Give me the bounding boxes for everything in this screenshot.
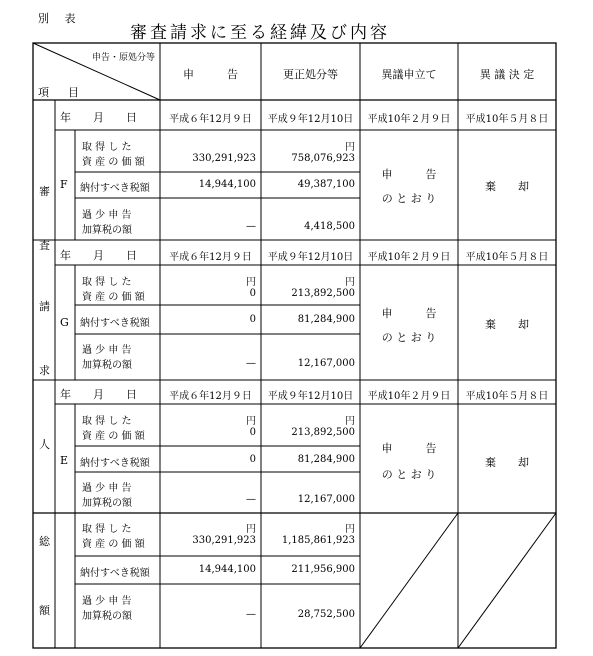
value-cell: 12,167,000 [297, 358, 355, 369]
total-diagonal-1 [360, 513, 458, 648]
value-cell: 758,076,923 [291, 153, 355, 164]
header-item-ko: 項 [38, 86, 49, 99]
value-cell: 4,418,500 [304, 221, 355, 232]
date-cell: 平成10年２月９日 [367, 252, 451, 263]
value-cell: 0 [249, 427, 256, 438]
objection-text: の と お り [381, 331, 437, 344]
label-kyu: 求 [39, 364, 50, 377]
header-kosei: 更正処分等 [283, 68, 338, 81]
taxpayer-letter: E [60, 454, 69, 467]
tax-label: 納付すべき税額 [80, 318, 150, 329]
objection-text: の と お り [381, 192, 437, 205]
acq-label: 取 得 し た [82, 524, 132, 535]
date-cell: 平成10年５月８日 [465, 391, 549, 402]
value-cell: 330,291,923 [192, 535, 256, 546]
unit-yen: 円 [345, 142, 355, 153]
value-cell: 81,284,900 [297, 314, 355, 325]
date-cell: 平成10年２月９日 [367, 114, 451, 125]
tax-label: 納付すべき税額 [80, 568, 150, 579]
value-cell: — [246, 609, 256, 620]
date-cell: 平成９年12月10日 [267, 114, 354, 125]
value-cell: 14,944,100 [198, 179, 256, 190]
value-cell: 213,892,500 [291, 427, 355, 438]
total-diagonal-2 [458, 513, 556, 648]
penalty-label: 過 少 申 告 [82, 596, 132, 607]
objection-text: 申 告 [381, 442, 437, 455]
value-cell: 0 [249, 288, 256, 299]
unit-yen: 円 [246, 416, 256, 427]
penalty-label: 加算税の額 [82, 360, 132, 371]
penalty-label: 加算税の額 [82, 498, 132, 509]
acq-label: 取 得 し た [82, 277, 132, 288]
value-cell: 1,185,861,923 [281, 535, 355, 546]
objection-text: 申 告 [381, 168, 437, 181]
header-item-moku: 目 [68, 86, 79, 99]
taxpayer-letter: G [60, 316, 69, 329]
date-cell: 平成９年12月10日 [267, 391, 354, 402]
acq-label: 資 産 の 価 額 [82, 292, 145, 303]
date-cell: 平成10年２月９日 [367, 391, 451, 402]
label-nin: 人 [39, 438, 50, 451]
acq-label: 資 産 の 価 額 [82, 157, 145, 168]
decision-text: 棄 却 [485, 456, 529, 469]
value-cell: — [246, 494, 256, 505]
unit-yen: 円 [246, 524, 256, 535]
label-sei: 請 [39, 300, 50, 313]
value-cell: 0 [249, 314, 256, 325]
label-shin: 審 [39, 185, 50, 198]
acq-label: 取 得 し た [82, 142, 132, 153]
date-cell: 平成10年５月８日 [465, 252, 549, 263]
label-so: 総 [39, 535, 50, 548]
date-cell: 平成９年12月10日 [267, 252, 354, 263]
unit-yen: 円 [246, 277, 256, 288]
acq-label: 取 得 し た [82, 416, 132, 427]
penalty-label: 過 少 申 告 [82, 483, 132, 494]
value-cell: 330,291,923 [192, 153, 256, 164]
unit-yen: 円 [345, 277, 355, 288]
unit-yen: 円 [345, 524, 355, 535]
decision-text: 棄 却 [485, 180, 529, 193]
date-cell: 平成６年12月９日 [169, 252, 252, 263]
value-cell: — [246, 221, 256, 232]
date-cell: 平成10年５月８日 [465, 114, 549, 125]
penalty-label: 加算税の額 [82, 225, 132, 236]
decision-text: 棄 却 [485, 318, 529, 331]
value-cell: 49,387,100 [297, 179, 355, 190]
tax-label: 納付すべき税額 [80, 458, 150, 469]
value-cell: 0 [249, 454, 256, 465]
date-label: 年 月 日 [60, 388, 137, 401]
value-cell: 12,167,000 [297, 494, 355, 505]
header-igi-moshitate: 異議申立て [381, 68, 437, 81]
date-label: 年 月 日 [60, 249, 137, 262]
header-shinkoku: 申 告 [183, 68, 238, 81]
penalty-label: 過 少 申 告 [82, 210, 132, 221]
value-cell: — [246, 358, 256, 369]
date-cell: 平成６年12月９日 [169, 114, 252, 125]
date-cell: 平成６年12月９日 [169, 391, 252, 402]
label-sa: 査 [39, 239, 50, 252]
taxpayer-letter: F [60, 178, 68, 191]
tax-label: 納付すべき税額 [80, 183, 150, 194]
acq-label: 資 産 の 価 額 [82, 431, 145, 442]
document-title: 審査請求に至る経緯及び内容 [130, 23, 390, 43]
objection-text: 申 告 [381, 307, 437, 320]
header-igi-kettei: 異 議 決 定 [479, 68, 535, 81]
date-label: 年 月 日 [60, 111, 137, 124]
value-cell: 211,956,900 [291, 564, 355, 575]
penalty-label: 過 少 申 告 [82, 345, 132, 356]
beppyo-label: 別 表 [38, 12, 82, 25]
objection-text: の と お り [381, 468, 437, 481]
value-cell: 81,284,900 [297, 454, 355, 465]
header-category: 申告・原処分等 [92, 53, 156, 63]
penalty-label: 加算税の額 [82, 611, 132, 622]
value-cell: 213,892,500 [291, 288, 355, 299]
value-cell: 28,752,500 [297, 609, 355, 620]
unit-yen: 円 [345, 416, 355, 427]
value-cell: 14,944,100 [198, 564, 256, 575]
label-gaku: 額 [39, 604, 50, 617]
acq-label: 資 産 の 価 額 [82, 539, 145, 550]
